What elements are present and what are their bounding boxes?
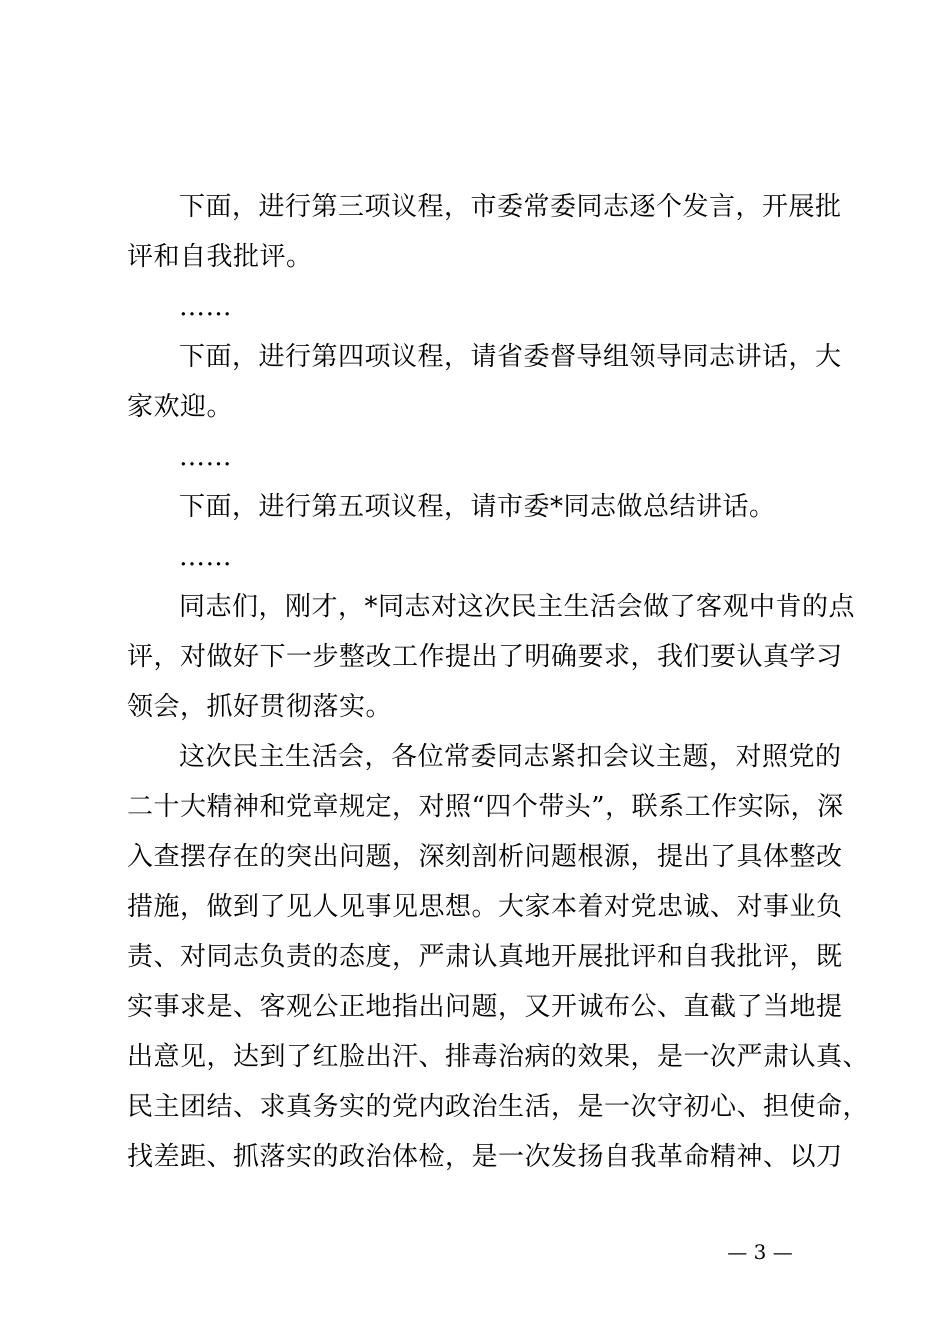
paragraph-agenda-item-3 [127,182,847,282]
ellipsis-paragraph [127,282,847,332]
paragraph-line: 出意见，达到了红脸出汗、排毒治病的效果，是一次严肃认真、 [127,1042,870,1072]
paragraph-line: 下面，进行第五项议程，请市委*同志做总结讲话。 [179,492,776,522]
paragraph-agenda-item-5 [127,482,847,532]
paragraph-line: 找差距、抓落实的政治体检，是一次发扬自我革命精神、以刀 [127,1142,843,1172]
paragraph-line: 民主团结、求真务实的党内政治生活，是一次守初心、担使命， [127,1092,870,1122]
paragraph-line: 同志们，刚才，*同志对这次民主生活会做了客观中肯的点 [179,592,856,622]
paragraph-line: 领会，抓好贯彻落实。 [127,692,393,722]
paragraph-meeting-summary [127,732,870,1182]
paragraph-line: 家欢迎。 [127,392,234,422]
paragraph-line: 二十大精神和党章规定，对照“四个带头”，联系工作实际，深 [127,792,844,822]
ellipsis-paragraph [127,532,847,582]
paragraph-line: 措施，做到了见人见事见思想。大家本着对党忠诚、对事业负 [127,892,843,922]
paragraph-comrades [127,582,856,732]
paragraph-line: …… [179,442,232,472]
paragraph-line: 下面，进行第三项议程，市委常委同志逐个发言，开展批 [179,192,842,222]
paragraph-line: 责、对同志负责的态度，严肃认真地开展批评和自我批评，既 [127,942,843,972]
paragraph-line: 这次民主生活会，各位常委同志紧扣会议主题，对照党的 [179,742,842,772]
paragraph-agenda-item-4 [127,332,847,432]
paragraph-line: 评，对做好下一步整改工作提出了明确要求，我们要认真学习 [127,642,843,672]
document-body [127,182,870,1182]
paragraph-line: 入查摆存在的突出问题，深刻剖析问题根源，提出了具体整改 [127,842,843,872]
paragraph-line: 评和自我批评。 [127,242,313,272]
ellipsis-paragraph [127,432,847,482]
page-number: — 3 — [727,1240,793,1264]
paragraph-line: …… [179,292,232,322]
paragraph-line: 下面，进行第四项议程，请省委督导组领导同志讲话，大 [179,342,842,372]
paragraph-line: …… [179,542,232,572]
paragraph-line: 实事求是、客观公正地指出问题，又开诚布公、直截了当地提 [127,992,843,1022]
